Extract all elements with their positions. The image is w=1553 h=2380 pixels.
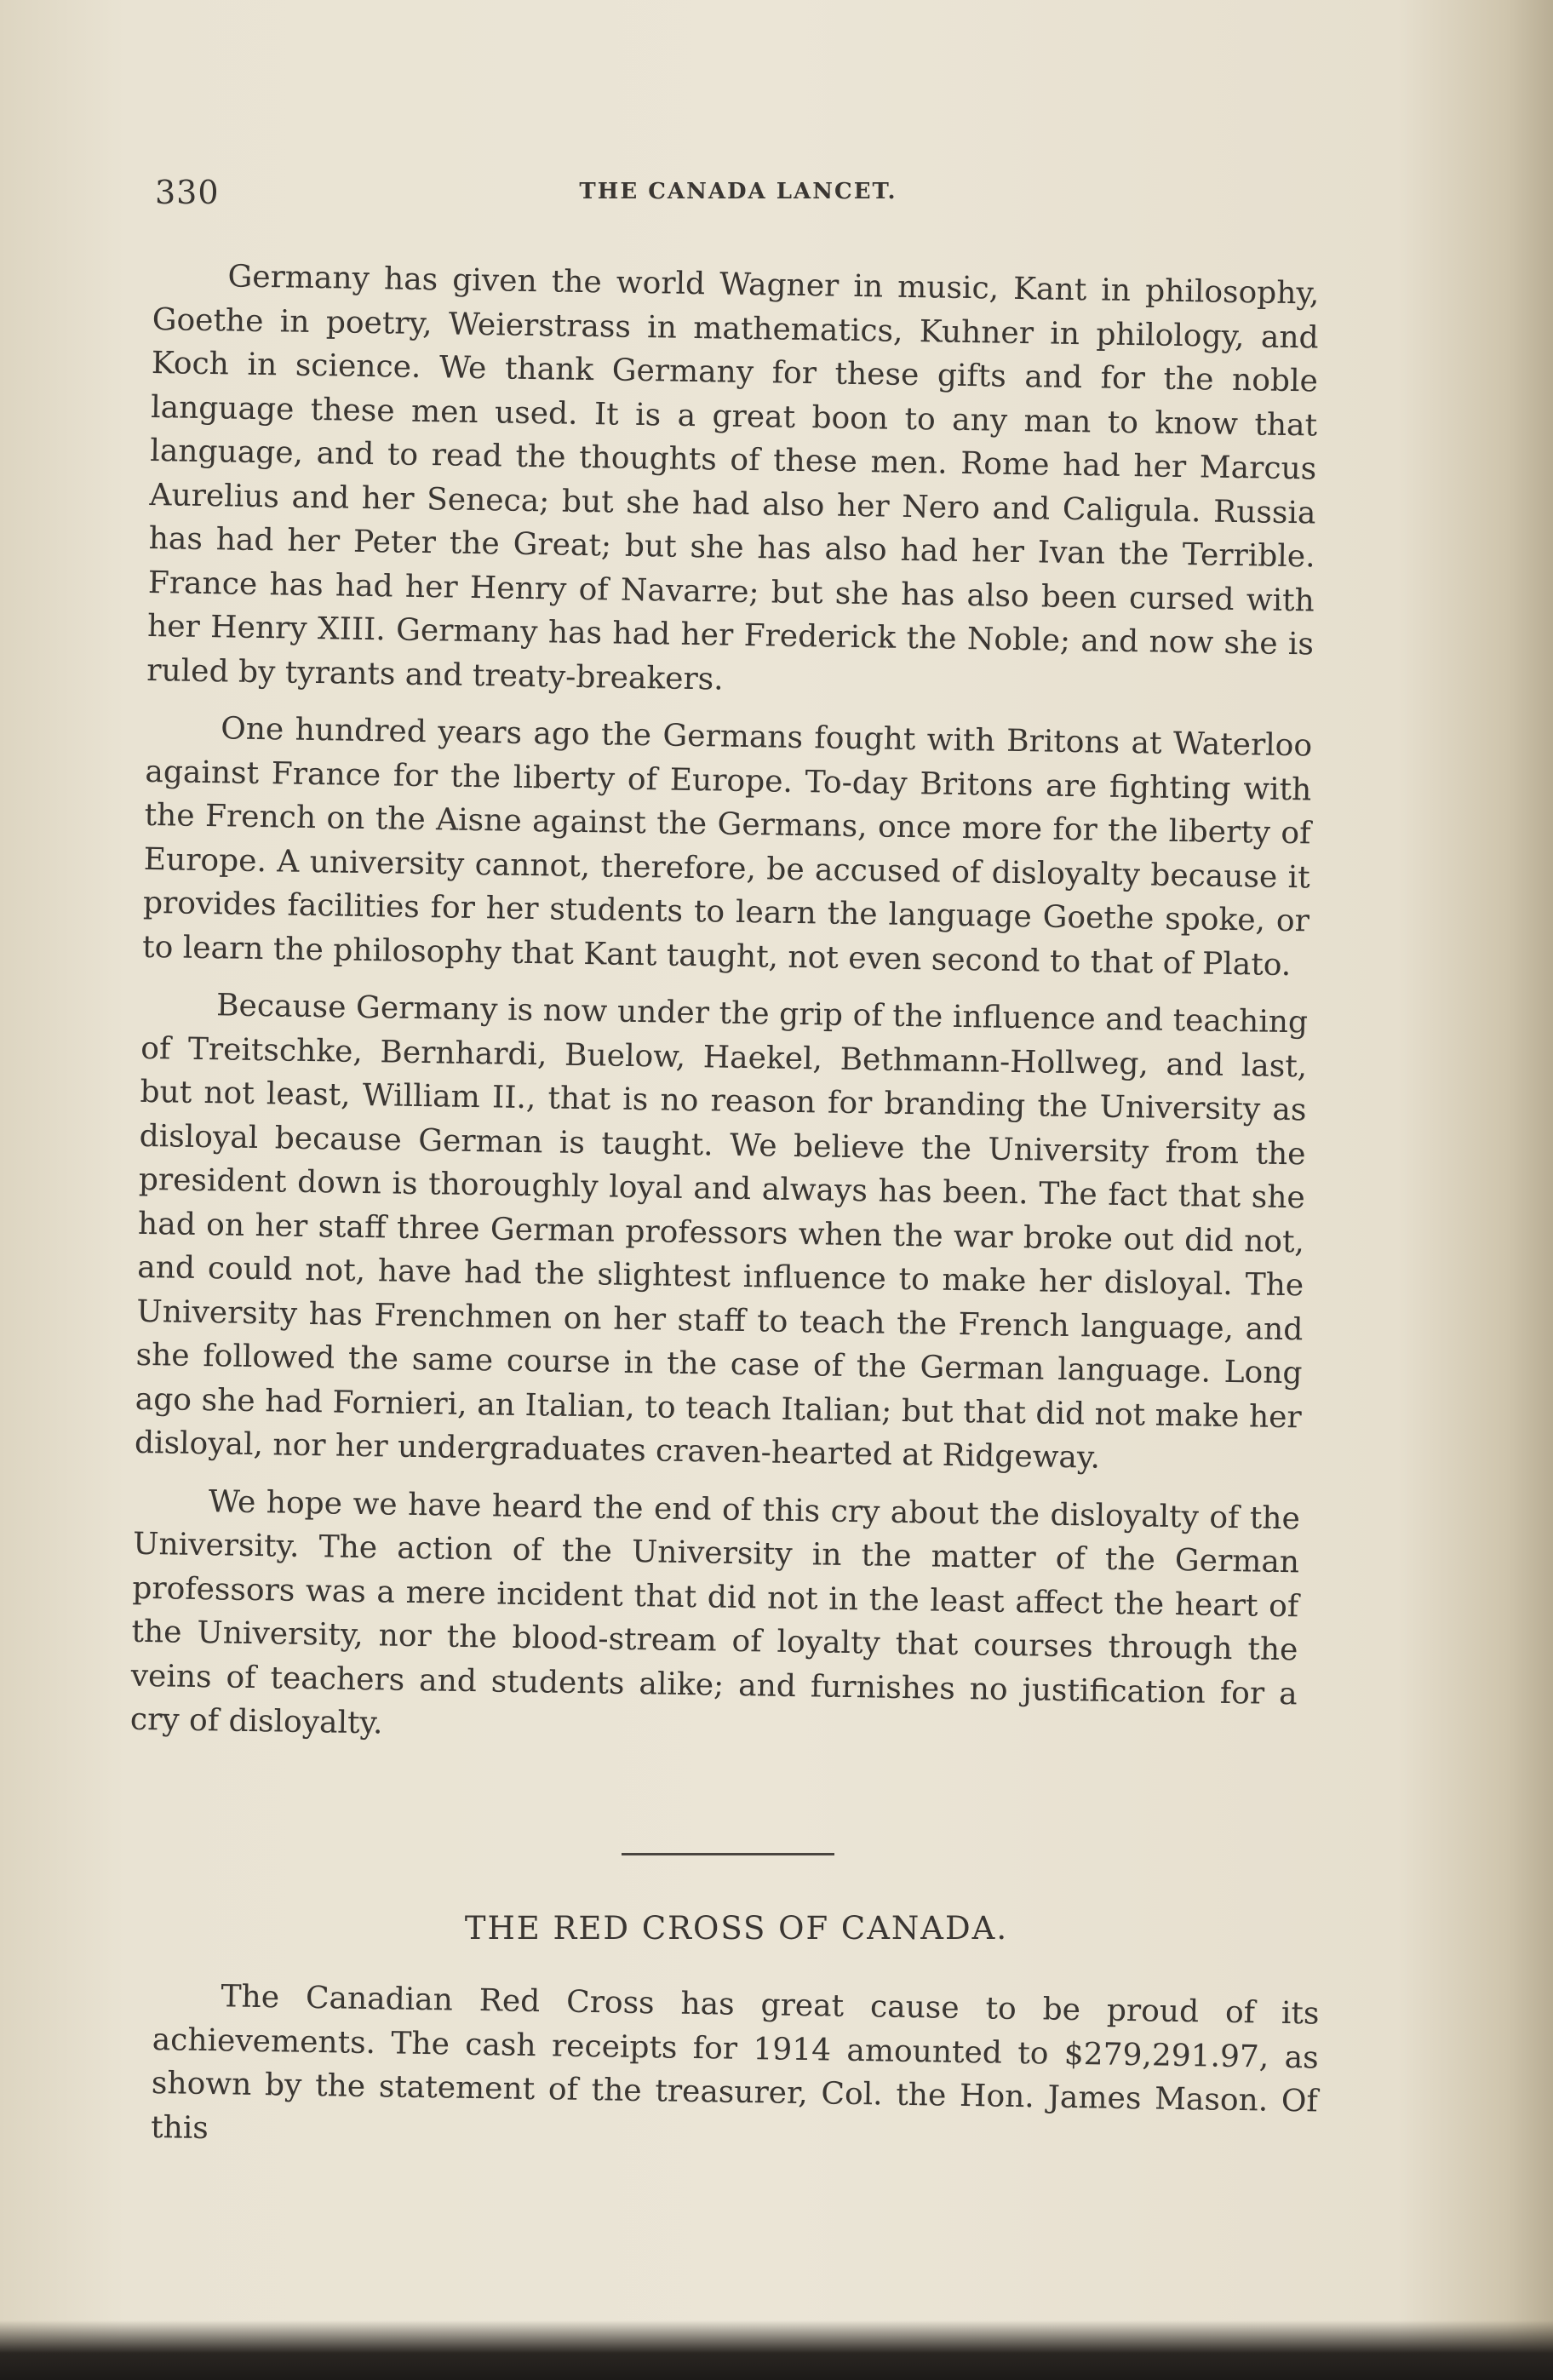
paragraph: Germany has given the world Wagner in music, Kant in philosophy, Goethe in poetry, Weierstrass in mathematics, Kuhner in philology, and Koch in science. We thank Germany for these gifts and for the noble language these men used. It is a great boon to any man to know that language, and to read the thoughts of these men. Rome had her Marcus Aurelius and her Seneca; but she had also her Nero and Caligula. Russia has had her Peter the Great; but she has also had her Ivan the Terrible. France has had her Henry of Navarre; but she has also been cursed with her Henry XIII. Germany has had her Frederick the Noble; and now she is ruled by tyrants and treaty-breakers. xyxy=(146,259,1320,697)
paragraph: We hope we have heard the end of this cry about the disloyalty of the University. The action of the University in the matter of the German professors was a mere incident that did not in the least affect the heart of the University, nor the blood-stream of loyalty that courses through the veins of teachers and students alike; and furnishes no justification for a cry of disloyalty. xyxy=(129,1483,1301,1741)
paragraph: One hundred years ago the Germans fought with Britons at Waterloo against France for the liberty of Europe. To-day Britons are fighting with the French on the Aisne against the Germans, once more for the liberty of Europe. A university cannot, therefore, be accused of disloyalty because it provides facilities for her students to learn the language Goethe spoke, or to learn the philosophy that Kant taught, not even second to that of Plato. xyxy=(141,711,1313,983)
page-header xyxy=(155,174,1321,216)
section-title: THE RED CROSS OF CANADA. xyxy=(464,1910,1009,1947)
paragraph: Because Germany is now under the grip of the influence and teaching of Treitschke, Bernhardi, Buelow, Haekel, Bethmann-Hollweg, and last, but not least, William II., that is no reason for branding the University as disloyal because German is taught. We believe the University from the president down is thoroughly loyal and always has been. The fact that she had on her staff three German professors when the war broke out did not, and could not, have had the slightest influence to make her disloyal. The University has Frenchmen on her staff to teach the French language, and she followed the same course in the case of the German language. Long ago she had Fornieri, an Italian, to teach Italian; but that did not make her disloyal, nor her undergraduates craven-hearted at Ridgeway. xyxy=(134,988,1309,1476)
article-body xyxy=(129,254,1320,1774)
page-number: 330 xyxy=(155,174,220,211)
paragraph: The Canadian Red Cross has great cause to be proud of its achievements. The cash receipts for 1914 amounted to $279,291.97, as shown by the statement of the treasurer, Col. the Hon. James Mason. Of this xyxy=(150,1979,1320,2146)
running-head: THE CANADA LANCET. xyxy=(579,179,897,204)
section-body xyxy=(151,1974,1320,2167)
section-divider xyxy=(622,1853,834,1855)
